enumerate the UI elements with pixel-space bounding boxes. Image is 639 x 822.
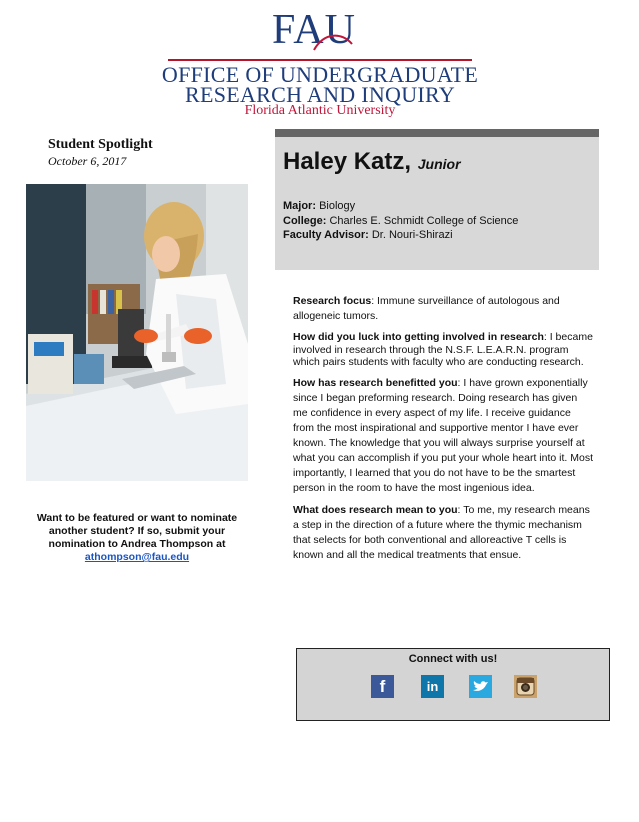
fau-swoosh-icon — [312, 30, 354, 54]
logo-university: Florida Atlantic University — [244, 103, 396, 118]
qa-question: How did you luck into getting involved in research — [293, 331, 544, 343]
college-label: College: — [283, 214, 327, 227]
ouri-logo — [160, 8, 480, 116]
qa-question: What does research mean to you — [293, 503, 458, 516]
connect-box — [296, 648, 610, 721]
qa-question: Research focus — [293, 295, 372, 307]
connect-title: Connect with us! — [408, 653, 498, 665]
major-value: Biology — [319, 200, 356, 212]
fau-wordmark: FAU — [272, 7, 356, 53]
logo-research-line: RESEARCH AND INQUIRY — [184, 82, 456, 107]
college-row — [283, 214, 518, 229]
spotlight-title: Student Spotlight — [48, 137, 153, 152]
major-row — [283, 199, 518, 214]
profile-top-bar — [275, 129, 599, 137]
spotlight-date: October 6, 2017 — [48, 154, 127, 168]
qa-item: How has research benefitted you: I have grown exponentially since I began preforming research. Doing research has given me confidence in every aspect of my life. I receive guidance from the most inspirational and supportive mentor I have ever known. The knowledge that you will always surprise yourself at what you can accomplish if you put your whole heart into it. Most importantly, I learned that you do not have to be the smartest person in the room to have the most ingenious idea. — [293, 376, 593, 494]
qa-item: What does research mean to you: To me, my research means a step in the direction of a future where the thymic mechanism that selects for both conventional and alloreactive T cells is known and all the medical treatments that ensue. — [293, 503, 590, 561]
facebook-icon[interactable]: f — [371, 675, 394, 698]
logo-office-line: OFFICE OF UNDERGRADUATE — [161, 62, 479, 87]
qa-answer: Immune surveillance of autologous and allogeneic tumors. — [293, 295, 560, 322]
qa-answer: I became involved in research through the N.S.F. L.E.A.R.N. program which pairs students with faculty who are conducting research. — [293, 331, 593, 369]
nomination-email-link[interactable]: athompson@fau.edu — [84, 551, 190, 563]
college-value: Charles E. Schmidt College of Science — [329, 214, 519, 227]
student-photo — [26, 184, 248, 481]
qa-item: How did you luck into getting involved in research: I became involved in research through the N.S.F. L.E.A.R.N. program which pairs students with faculty who are conducting research. — [293, 331, 593, 369]
qa-question: How has research benefitted you — [293, 376, 458, 389]
advisor-label: Faculty Advisor: — [283, 229, 369, 241]
student-year: Junior — [417, 156, 461, 172]
major-label: Major: — [283, 200, 316, 212]
logo-divider — [168, 59, 472, 61]
profile-details — [283, 199, 518, 243]
qa-answer: To me, my research means a step in the direction of a future where the thymic mechanism that selects for both conventional and alloreactive T cells is known and all the medical treatments that ensue. — [293, 503, 590, 561]
linkedin-icon[interactable]: in — [421, 675, 444, 698]
student-name-line: Haley Katz, Junior — [283, 148, 461, 175]
instagram-icon[interactable] — [514, 675, 537, 698]
student-name: Haley Katz — [283, 148, 405, 175]
nomination-text: Want to be featured or want to nominate another student? If so, submit your nomination to Andrea Thompson at — [36, 512, 238, 550]
twitter-icon[interactable] — [469, 675, 492, 698]
profile-card — [275, 137, 599, 270]
qa-answer: I have grown exponentially since I began preforming research. Doing research has given me confidence in every aspect of my life. I receive guidance from the most inspirational and supportive mentor I have ever known. The knowledge that you will always surprise yourself at what you can accomplish if you put your whole heart into it. Most importantly, I learned that you do not have to be the smartest person in the room to have the most ingenious idea. — [293, 376, 593, 494]
qa-item: Research focus: Immune surveillance of autologous and allogeneic tumors. — [293, 295, 560, 322]
interview-section — [293, 294, 593, 570]
advisor-row — [283, 228, 518, 243]
nomination-note — [26, 512, 248, 564]
advisor-value: Dr. Nouri-Shirazi — [371, 229, 453, 241]
